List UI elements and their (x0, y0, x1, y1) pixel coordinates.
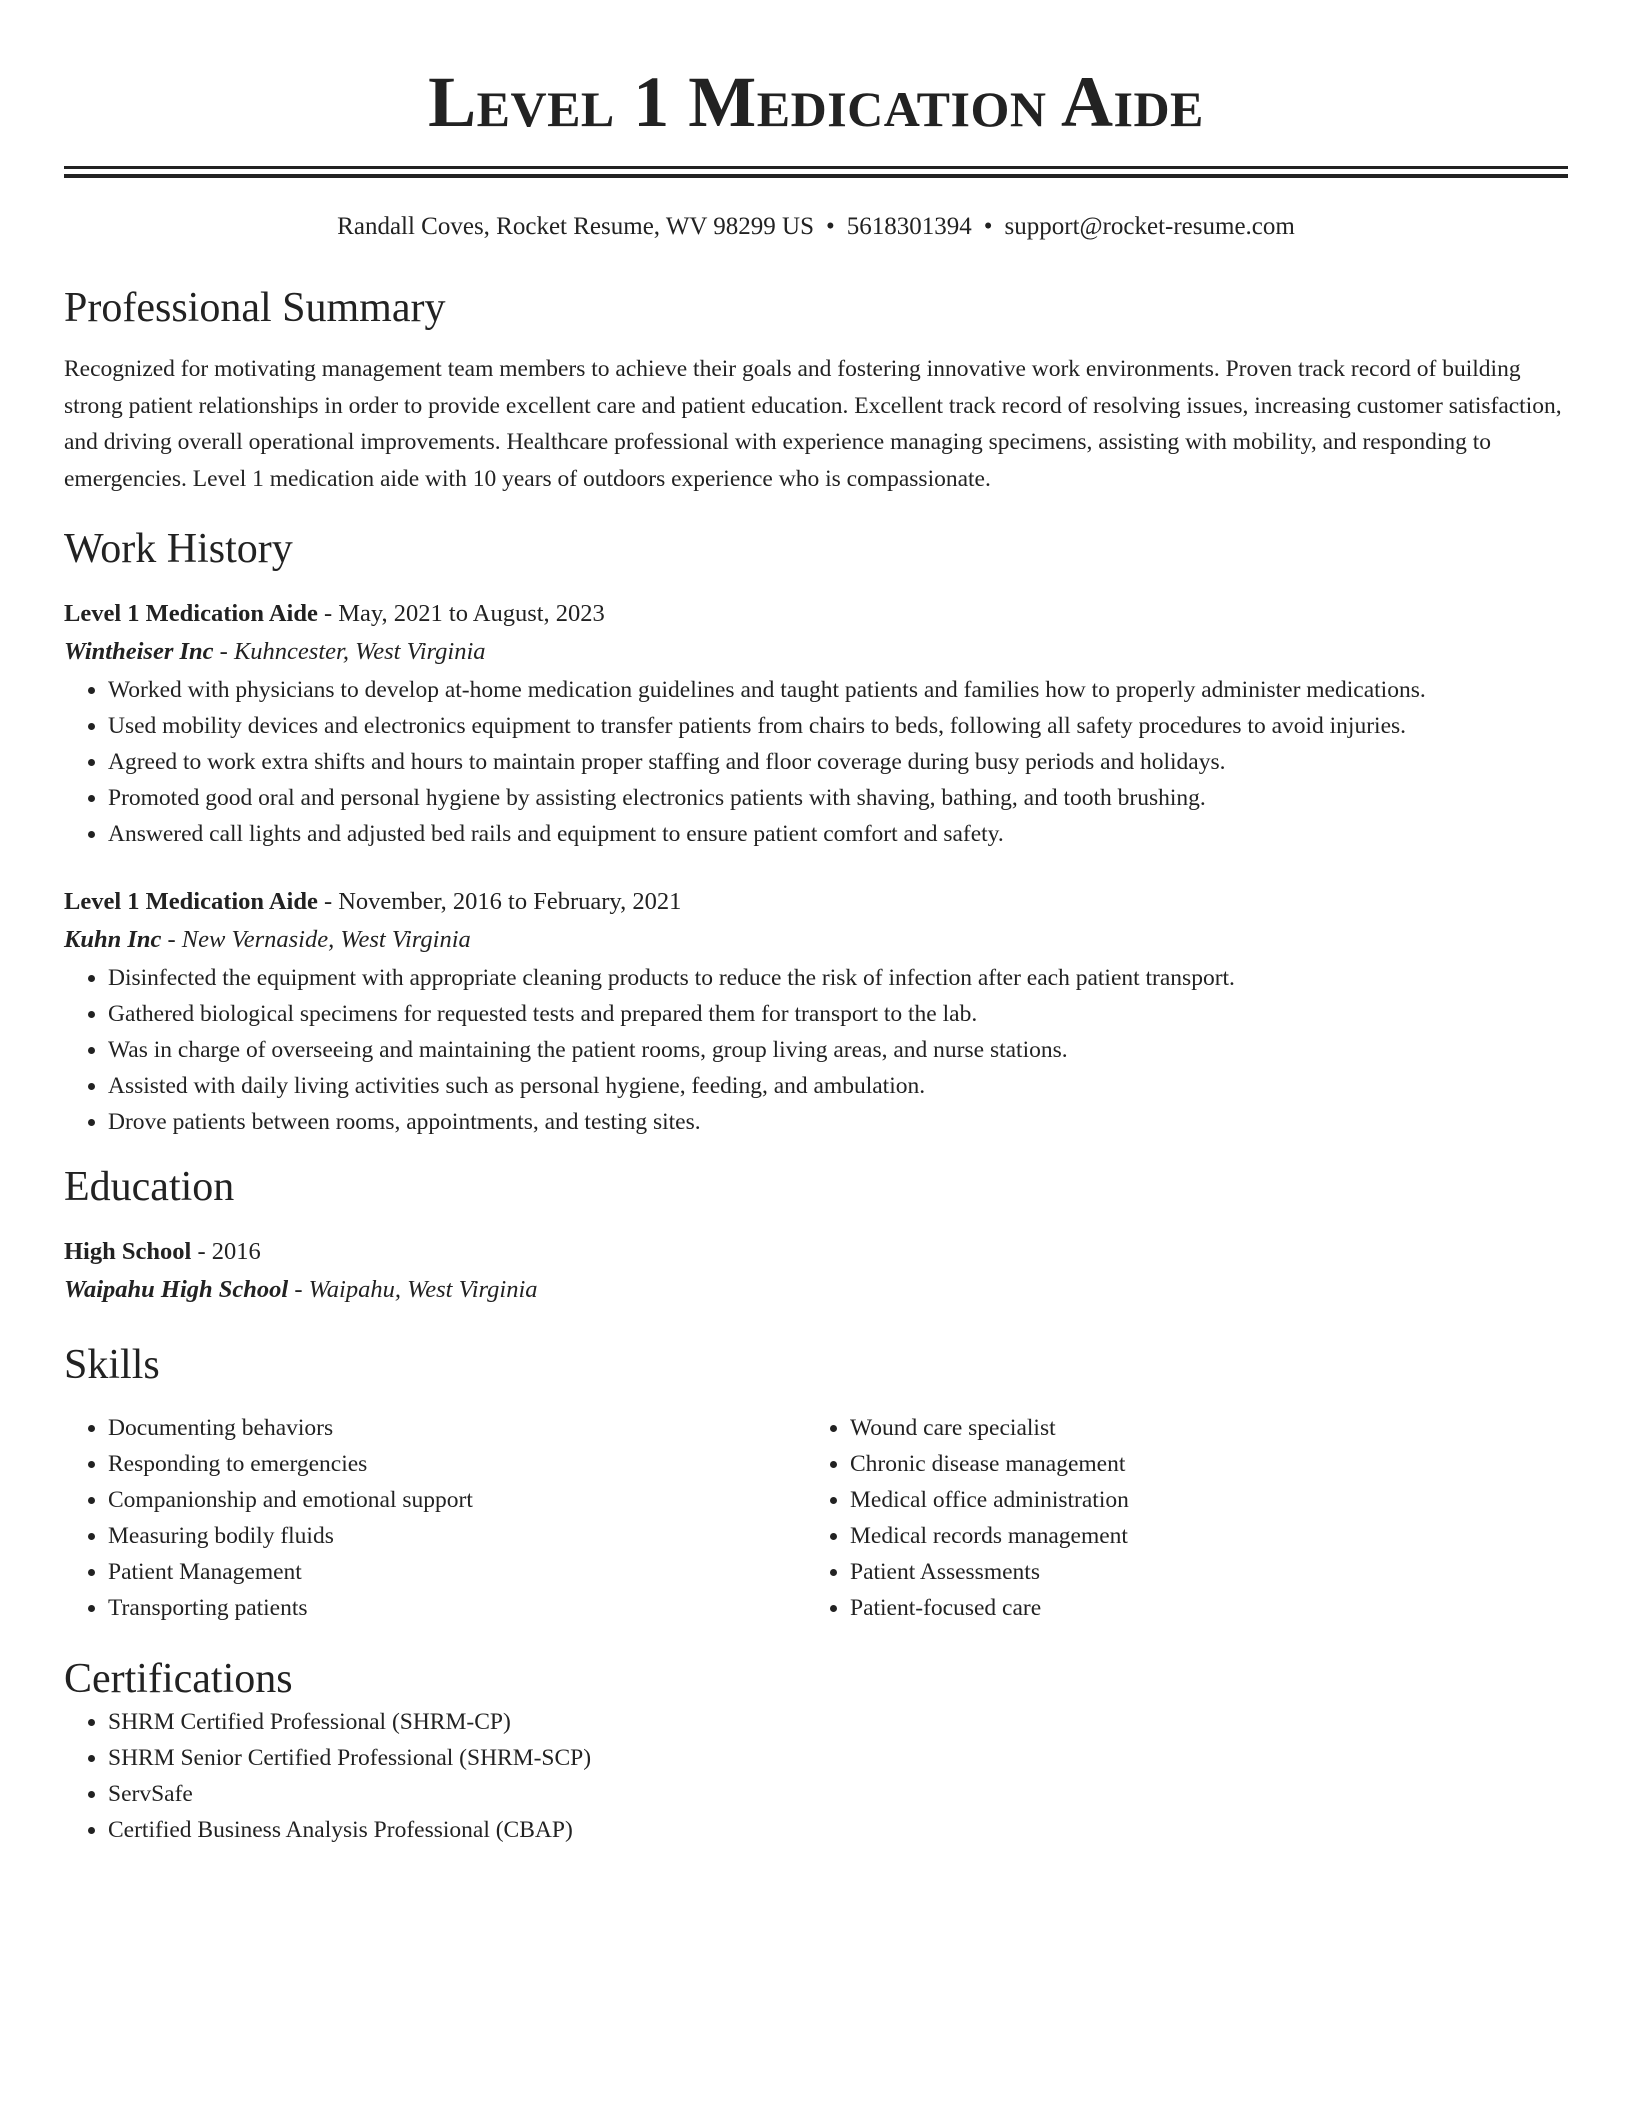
resume-page (64, 0, 1568, 1848)
certification-item: • SHRM Senior Certified Professional (SHRM-SCP) (108, 1740, 1568, 1776)
certification-item: • SHRM Certified Professional (SHRM-CP) (108, 1704, 1568, 1740)
job-duties-list (64, 672, 1568, 852)
education-heading: Education (64, 1164, 235, 1210)
job-location: - New Vernaside, West Virginia (161, 926, 471, 953)
job-dates: - May, 2021 to August, 2023 (317, 600, 605, 627)
contact-separator: • (826, 213, 835, 240)
job-company: Wintheiser Inc (64, 638, 214, 665)
job-duty: • Promoted good oral and personal hygiene by assisting electronics patients with shaving, bathing, and tooth brushing. (108, 780, 1568, 816)
job-duty: • Drove patients between rooms, appointments, and testing sites. (108, 1104, 1568, 1140)
skill-item: • Documenting behaviors (108, 1410, 806, 1446)
certification-item: • ServSafe (108, 1776, 1568, 1812)
skill-item: • Medical office administration (850, 1482, 1548, 1518)
contact-address: Randall Coves, Rocket Resume, WV 98299 US (337, 213, 814, 240)
contact-separator: • (983, 213, 993, 240)
summary-text: Recognized for motivating management team members to achieve their goals and fostering innovative work environments. Proven track record of building strong patient relationships in order to provide excellent care and patient education. Excellent track record of resolving issues, increasing customer satisfaction, and driving overall operational improvements. Healthcare professional with experience managing specimens, assisting with mobility, and responding to emergencies. Level 1 medication aide with 10 years of outdoors experience who is compassionate. (64, 356, 1562, 492)
skills-heading: Skills (64, 1342, 160, 1388)
skill-item: • Patient-focused care (850, 1590, 1548, 1626)
job-entry (64, 595, 1568, 852)
job-entry (64, 883, 1568, 1140)
job-company-line (64, 920, 1568, 960)
job-duty: • Answered call lights and adjusted bed rails and equipment to ensure patient comfort and safety. (108, 816, 1568, 852)
skill-item: • Transporting patients (108, 1590, 806, 1626)
skill-item: • Wound care specialist (850, 1410, 1548, 1446)
contact-email: support@rocket-resume.com (1004, 213, 1295, 240)
header-divider-bottom (64, 174, 1568, 178)
job-duty: • Worked with physicians to develop at-home medication guidelines and taught patients and families how to properly administer medications. (108, 672, 1568, 708)
contact-phone: 5618301394 (846, 213, 972, 240)
header-divider-top (64, 166, 1568, 169)
job-duty: • Agreed to work extra shifts and hours to maintain proper staffing and floor coverage during busy periods and holidays. (108, 744, 1568, 780)
job-duty: • Was in charge of overseeing and maintaining the patient rooms, group living areas, and nurse stations. (108, 1032, 1568, 1068)
certifications-heading: Certifications (64, 1656, 293, 1702)
skills-column-right (806, 1410, 1548, 1626)
job-company: Kuhn Inc (64, 926, 162, 953)
skill-item: • Companionship and emotional support (108, 1482, 806, 1518)
skill-item: • Responding to emergencies (108, 1446, 806, 1482)
skill-item: • Patient Assessments (850, 1554, 1548, 1590)
job-duty: • Gathered biological specimens for requested tests and prepared them for transport to the lab. (108, 996, 1568, 1032)
job-duty: • Assisted with daily living activities such as personal hygiene, feeding, and ambulation. (108, 1068, 1568, 1104)
certification-item: • Certified Business Analysis Professional (CBAP) (108, 1812, 1568, 1848)
skill-item: • Patient Management (108, 1554, 806, 1590)
resume-name: Level 1 Medication Aide (428, 62, 1204, 142)
job-dates: - November, 2016 to February, 2021 (317, 888, 682, 915)
education-degree: High School (64, 1238, 192, 1265)
job-role: Level 1 Medication Aide (64, 888, 318, 915)
skills-grid (64, 1410, 1568, 1626)
job-duty: • Disinfected the equipment with appropriate cleaning products to reduce the risk of infection after each patient transport. (108, 960, 1568, 996)
work-history-heading: Work History (64, 526, 293, 572)
education-degree-line (64, 1233, 1568, 1270)
skills-column-left (64, 1410, 806, 1626)
education-location: - Waipahu, West Virginia (288, 1276, 538, 1303)
skill-item: • Chronic disease management (850, 1446, 1548, 1482)
skill-item: • Measuring bodily fluids (108, 1518, 806, 1554)
education-school-line (64, 1270, 1568, 1310)
job-role: Level 1 Medication Aide (64, 600, 318, 627)
education-year: - 2016 (191, 1238, 261, 1265)
job-company-line (64, 632, 1568, 672)
certifications-list (64, 1704, 1568, 1848)
skill-item: • Medical records management (850, 1518, 1548, 1554)
job-duty: • Used mobility devices and electronics equipment to transfer patients from chairs to beds, following all safety procedures to avoid injuries. (108, 708, 1568, 744)
job-duties-list (64, 960, 1568, 1140)
skills-list (64, 1410, 806, 1626)
contact-line (64, 211, 1568, 243)
job-title-line (64, 883, 1568, 920)
education-school: Waipahu High School (64, 1276, 289, 1303)
skills-list (806, 1410, 1548, 1626)
job-title-line (64, 595, 1568, 632)
job-location: - Kuhncester, West Virginia (213, 638, 486, 665)
summary-heading: Professional Summary (64, 285, 446, 331)
